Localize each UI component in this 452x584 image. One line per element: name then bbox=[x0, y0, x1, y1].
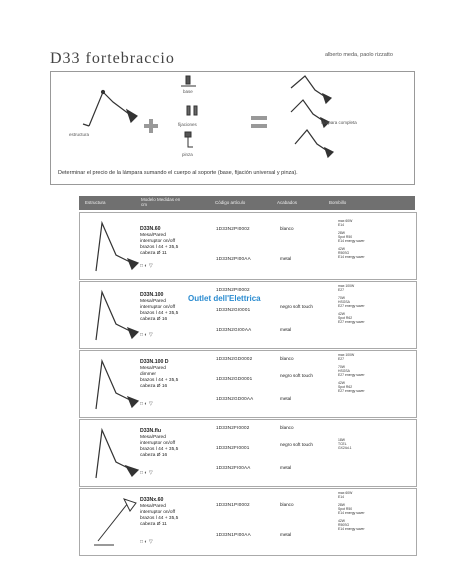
article-code: 1D33N2GD00AA bbox=[216, 396, 254, 401]
model-name: D33N.flu bbox=[140, 428, 162, 434]
finish: negro soft touch bbox=[280, 373, 313, 378]
hero-caption: Determinar el precio de la lámpara sumando el cuerpo al soporte (base, fijación universal y pinza). bbox=[58, 170, 298, 176]
model-name: D33N.60 bbox=[140, 226, 161, 232]
fijaciones-label: fijaciones bbox=[178, 122, 197, 127]
col-estructura: Estructura bbox=[85, 200, 106, 205]
col-acabados: Acabados bbox=[277, 200, 298, 205]
finish: metal bbox=[280, 465, 292, 470]
col-codigo: Código artículo bbox=[215, 200, 246, 205]
estructura-label: estructura bbox=[69, 132, 90, 137]
table-row bbox=[79, 281, 417, 349]
certification-icons: □ ◐ ▽ bbox=[140, 470, 153, 476]
finish: negro soft touch bbox=[280, 304, 313, 309]
finish: blanco bbox=[280, 226, 294, 231]
table-row bbox=[79, 212, 417, 280]
article-code: 1D33N2GD0001 bbox=[216, 376, 253, 381]
article-code: 1D33N2FI0002 bbox=[216, 425, 250, 430]
finish: blanco bbox=[280, 356, 294, 361]
equals-sign bbox=[251, 116, 267, 128]
pinza-label: pinza bbox=[182, 152, 193, 157]
article-code: 1D33N2PI0002 bbox=[216, 287, 250, 292]
lamp-structure-drawing bbox=[88, 288, 140, 344]
article-code: 1D33N2GD0002 bbox=[216, 356, 253, 361]
table-row bbox=[79, 488, 417, 556]
fijaciones-drawing bbox=[187, 106, 197, 115]
finish: metal bbox=[280, 396, 292, 401]
bulb-info: max 60W E14 28W Spot R50 E14 energy saver 42W R50SG E14 energy saver bbox=[338, 219, 365, 259]
complete-lamp-drawings bbox=[291, 76, 333, 157]
lamp-structure-drawing bbox=[88, 495, 140, 551]
base-label: base bbox=[183, 89, 193, 94]
col-bombillo: Bombillo bbox=[329, 200, 347, 205]
model-description: D33Nx.60 Mesa/Pared interruptor on/off brazos l 44 + 35,5 cabeza Ø 11 bbox=[140, 497, 179, 527]
bulb-info: max 100W E27 70W HSGSA E27 energy saver 42W Spot R62 E27 energy saver bbox=[338, 353, 365, 393]
model-name: D33Nx.60 bbox=[140, 497, 164, 503]
finish: blanco bbox=[280, 425, 294, 430]
finish: negro soft touch bbox=[280, 442, 313, 447]
model-name: D33N.100 D bbox=[140, 359, 169, 365]
article-code: 1D33N2GI00AA bbox=[216, 327, 252, 332]
page-title: D33 fortebraccio bbox=[50, 50, 175, 67]
finish: metal bbox=[280, 327, 292, 332]
col-modelo: Modelo Medidas en cm bbox=[141, 197, 181, 207]
model-description: D33N.100 D Mesa/Pared dimmer brazos l 44 + 35,5 cabeza Ø 16 bbox=[140, 359, 179, 389]
finish: metal bbox=[280, 532, 292, 537]
composition-panel bbox=[50, 71, 415, 185]
article-code: 1D33N2PI00AA bbox=[216, 256, 251, 261]
model-description: D33N.60 Mesa/Pared interruptor on/off brazos l 44 + 35,5 cabeza Ø 11 bbox=[140, 226, 179, 256]
designer-credit: alberto meda, paolo rizzatto bbox=[325, 52, 393, 58]
bulb-info: max 60W E14 28W Spot R50 E14 energy saver 42W R50SG E14 energy saver bbox=[338, 491, 365, 531]
estructura-lamp-drawing bbox=[83, 91, 137, 127]
model-description: D33N.100 Mesa/Pared interruptor on/off brazos l 44 + 35,5 cabeza Ø 16 bbox=[140, 292, 179, 322]
completa-label: lámpara completa bbox=[321, 120, 357, 125]
certification-icons: □ ◐ ▽ bbox=[140, 539, 153, 545]
certification-icons: □ ◐ ▽ bbox=[140, 332, 153, 338]
finish: blanco bbox=[280, 502, 294, 507]
lamp-structure-drawing bbox=[88, 357, 140, 413]
watermark-text: Outlet dell'Elettrica bbox=[188, 294, 261, 303]
lamp-structure-drawing bbox=[88, 426, 140, 482]
bulb-info: max 100W E27 70W HSGSA E27 energy saver 42W Spot R62 E27 energy saver bbox=[338, 284, 365, 324]
article-code: 1D33N2GI0001 bbox=[216, 307, 251, 312]
pinza-drawing bbox=[185, 132, 193, 147]
article-code: 1D33N1PI0002 bbox=[216, 502, 250, 507]
composition-illustration bbox=[51, 72, 414, 184]
article-code: 1D33N2FI00AA bbox=[216, 465, 251, 470]
table-row bbox=[79, 419, 417, 487]
article-code: 1D33N2FI0001 bbox=[216, 445, 250, 450]
table-header bbox=[79, 196, 415, 210]
model-description: D33N.flu Mesa/Pared interruptor on/off brazos l 44 + 35,5 cabeza Ø 16 bbox=[140, 428, 179, 458]
article-code: 1D33N1PI00AA bbox=[216, 532, 251, 537]
article-code: 1D33N2PI0002 bbox=[216, 226, 250, 231]
bulb-info: 18W TCEL GX24d-1 bbox=[338, 438, 352, 450]
plus-sign bbox=[144, 119, 158, 133]
model-name: D33N.100 bbox=[140, 292, 164, 298]
certification-icons: □ ◐ ▽ bbox=[140, 263, 153, 269]
base-drawing bbox=[181, 76, 196, 86]
table-row bbox=[79, 350, 417, 418]
lamp-structure-drawing bbox=[88, 219, 140, 275]
finish: metal bbox=[280, 256, 292, 261]
certification-icons: □ ◐ ▽ bbox=[140, 401, 153, 407]
